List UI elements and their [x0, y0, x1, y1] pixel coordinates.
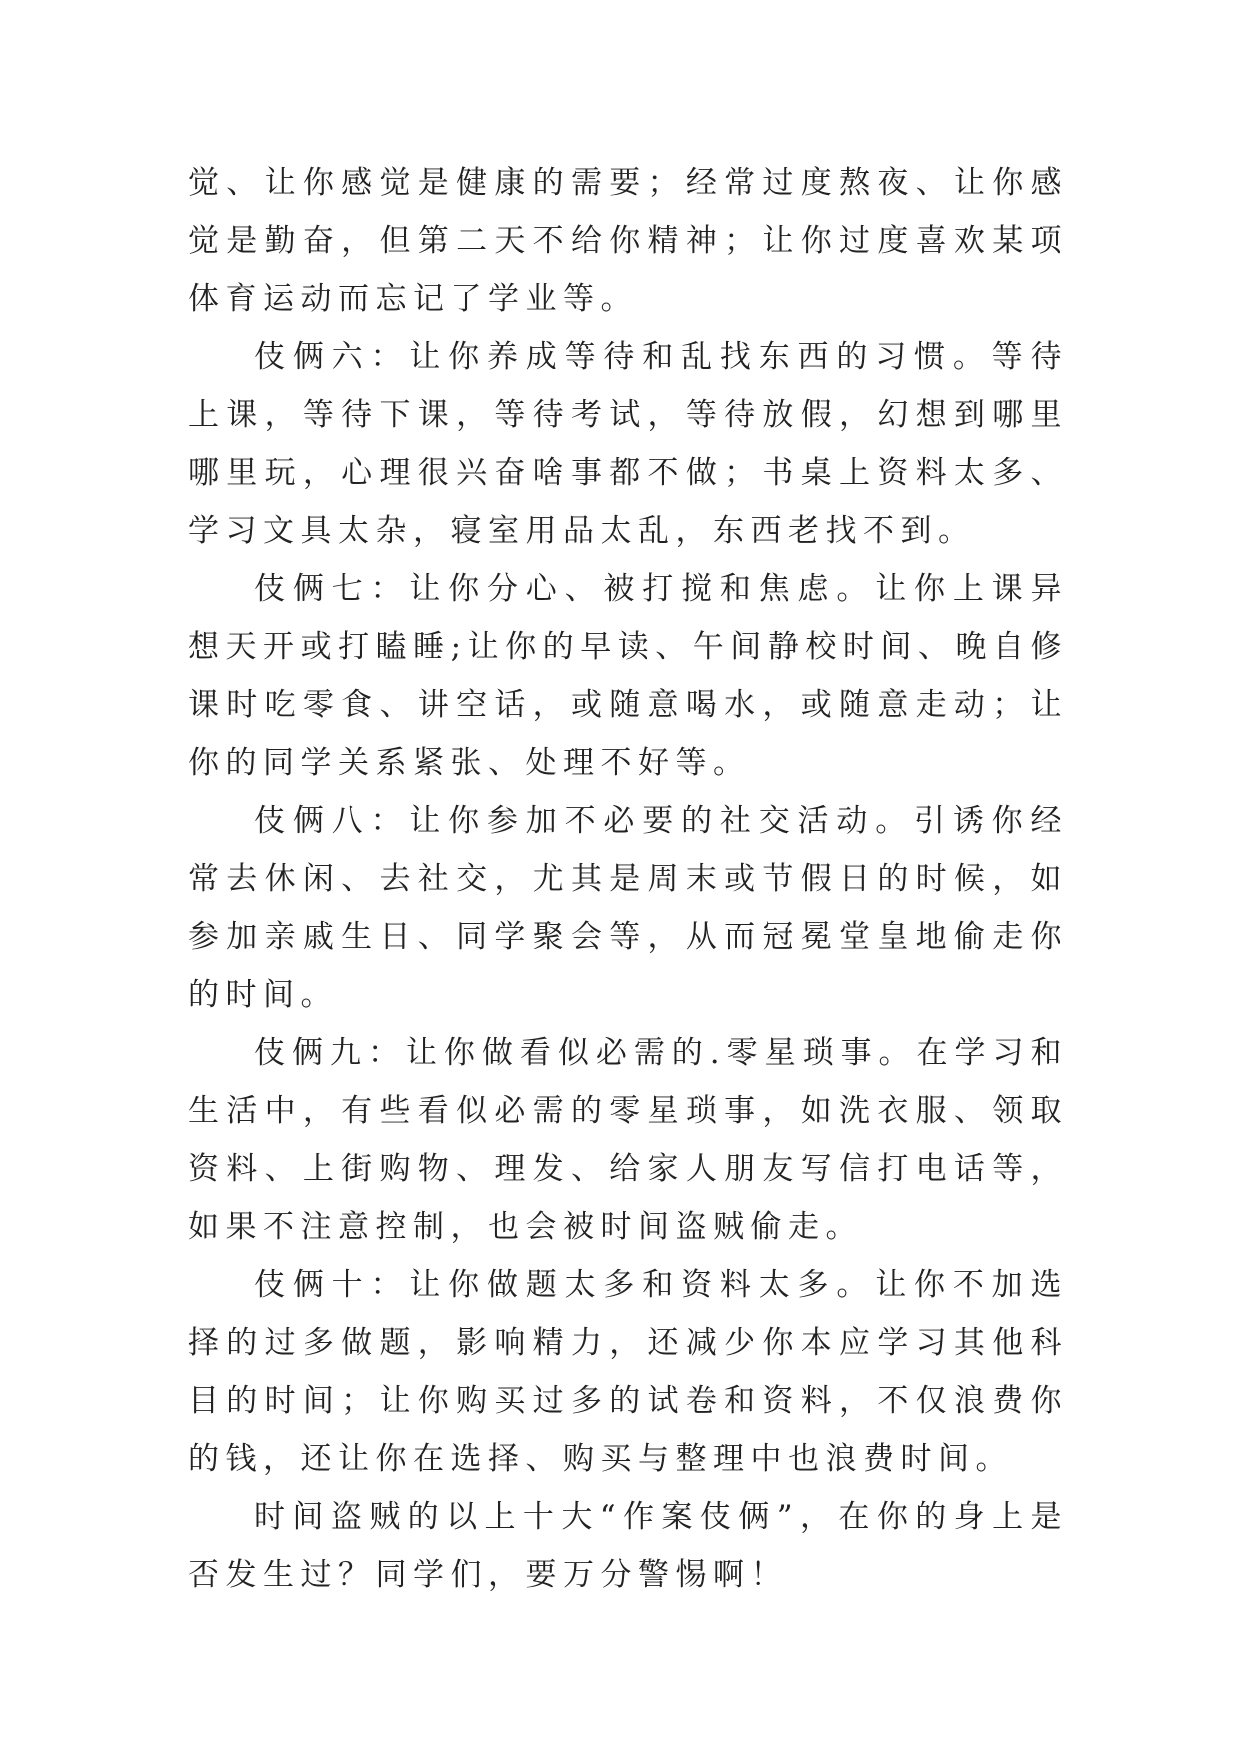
paragraph-trick-six: 伎俩六：让你养成等待和乱找东西的习惯。等待上课，等待下课，等待考试，等待放假，幻想到哪里哪里玩，心理很兴奋啥事都不做；书桌上资料太多、学习文具太杂，寝室用品太乱，东西老找不到。 [188, 339, 1068, 549]
paragraph-trick-seven: 伎俩七：让你分心、被打搅和焦虑。让你上课异想天开或打瞌睡;让你的早读、午间静校时间、晚自修课时吃零食、讲空话，或随意喝水，或随意走动；让你的同学关系紧张、处理不好等。 [188, 571, 1068, 781]
paragraph-continuation: 觉、让你感觉是健康的需要；经常过度熬夜、让你感觉是勤奋，但第二天不给你精神；让你过度喜欢某项体育运动而忘记了学业等。 [188, 165, 1068, 317]
paragraph-trick-eight: 伎俩八：让你参加不必要的社交活动。引诱你经常去休闲、去社交，尤其是周末或节假日的时候，如参加亲戚生日、同学聚会等，从而冠冕堂皇地偷走你的时间。 [188, 803, 1068, 1013]
paragraph-conclusion: 时间盗贼的以上十大“作案伎俩”，在你的身上是否发生过？同学们，要万分警惕啊！ [188, 1499, 1068, 1593]
paragraph-trick-nine: 伎俩九：让你做看似必需的.零星琐事。在学习和生活中，有些看似必需的零星琐事，如洗衣服、领取资料、上街购物、理发、给家人朋友写信打电话等，如果不注意控制，也会被时间盗贼偷走。 [188, 1035, 1068, 1245]
document-body [188, 154, 1068, 1604]
paragraph-trick-ten: 伎俩十：让你做题太多和资料太多。让你不加选择的过多做题，影响精力，还减少你本应学习其他科目的时间；让你购买过多的试卷和资料，不仅浪费你的钱，还让你在选择、购买与整理中也浪费时间。 [188, 1267, 1068, 1477]
